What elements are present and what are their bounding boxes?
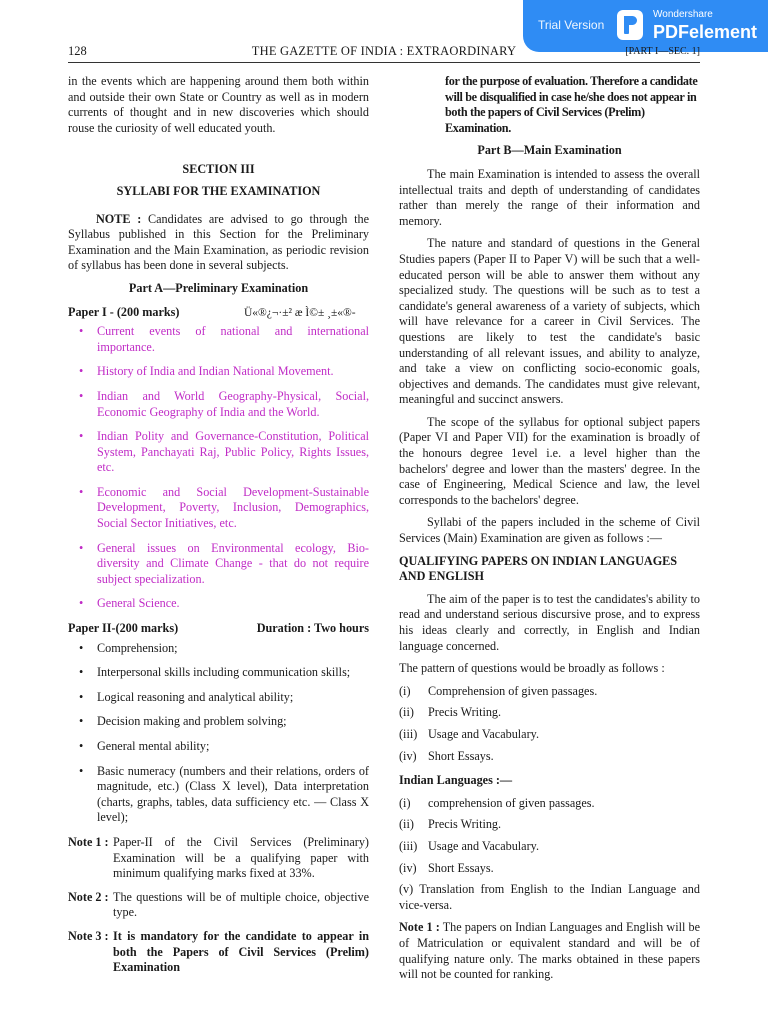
note-text: The questions will be of multiple choice, objective type. (113, 889, 369, 920)
list-item: • Indian Polity and Governance-Constitution, Political System, Panchayati Raj, Public Policy, Rights Issues, etc. (68, 429, 369, 476)
aim-paragraph: The aim of the paper is to test the candidates's ability to read and understand serious discursive prose, and to express his ideas clearly and correctly, in English and Indian language concerned. (399, 591, 700, 653)
gazette-title: THE GAZETTE OF INDIA : EXTRAORDINARY (251, 44, 517, 58)
list-item: • Interpersonal skills including communication skills; (68, 665, 369, 681)
list-item: • General mental ability; (68, 739, 369, 755)
part-section-label: [PART I—SEC. 1] (625, 46, 700, 57)
list-item: (i) Comprehension of given passages. (399, 683, 598, 698)
list-item: (iv) Short Essays. (399, 748, 494, 763)
list-item: (iv) Short Essays. (399, 860, 494, 875)
note-2 (68, 890, 369, 921)
list-item: (iii) Usage and Vacabulary. (399, 726, 539, 741)
brand-label: Wondershare (653, 9, 713, 20)
page-number: 128 (68, 44, 87, 58)
paper1-label: Paper I - (200 marks) (68, 304, 180, 319)
list-item: • Indian and World Geography-Physical, Social, Economic Geography of India and the World. (68, 389, 369, 420)
trial-version-label: Trial Version (538, 18, 605, 32)
list-item: (i) comprehension of given passages. (399, 795, 595, 810)
list-item: • Economic and Social Development-Sustainable Development, Poverty, Inclusion, Demographics, Social Sector Initiatives, etc. (68, 485, 369, 532)
list-item: • Decision making and problem solving; (68, 714, 369, 730)
product-label: PDFelement (653, 22, 758, 42)
pdfelement-logo-icon (617, 10, 643, 40)
paper1-row (68, 305, 369, 321)
left-column (68, 74, 369, 984)
right-column (399, 74, 700, 990)
pattern-paragraph: The pattern of questions would be broadly as follows : (399, 661, 665, 676)
list-item: • Basic numeracy (numbers and their relations, orders of magnitude, etc.) (Class X level), Data interpretation (charts, graphs, tables, data sufficiency etc. — Class X level); (68, 764, 369, 826)
indian-languages-heading: Indian Languages :— (399, 773, 513, 788)
paper2-topic-list (68, 641, 369, 826)
list-item: (ii) Precis Writing. (399, 705, 502, 720)
list-item: • Current events of national and international importance. (68, 324, 369, 355)
note-3 (68, 929, 369, 976)
note-label: Note 2 : (68, 889, 109, 904)
note-paragraph (68, 212, 369, 274)
list-item: • Logical reasoning and analytical ability; (68, 690, 369, 706)
list-item: (ii) Precis Writing. (399, 817, 502, 832)
paper2-label: Paper II-(200 marks) (68, 621, 179, 636)
note-text: Paper-II of the Civil Services (Preliminary) Examination will be a qualifying paper with minimum qualifying marks fixed at 33%. (113, 834, 369, 881)
list-item: • General issues on Environmental ecology, Bio-diversity and Climate Change - that do not require subject specialization. (68, 541, 369, 588)
list-item: • History of India and Indian National Movement. (68, 364, 369, 380)
paper2-row (68, 621, 369, 637)
note-label: Note 1 : (68, 834, 109, 849)
note-label: Note 3 : (68, 928, 109, 943)
note-label: NOTE : (96, 211, 142, 226)
main-exam-paragraph: The main Examination is intended to assess the overall intellectual traits and depth of understanding of candidates rather than merely the range of their information and memory. (399, 166, 700, 228)
paper1-duration-garbled: Ü«®¿¬·±² æ Ì©± ¸±«®- (244, 306, 356, 319)
list-item: • Comprehension; (68, 641, 369, 657)
paper1-topic-list (68, 324, 369, 612)
optional-papers-paragraph: The scope of the syllabus for optional subject papers (Paper VI and Paper VII) for the examination is broadly of the honours degree 1evel i.e. a level higher than the bachelors' degree and lower than the masters' degree. In the case of Engineering, Medical Science and law, the level corresponds to the bachelors' degree. (399, 414, 700, 507)
header-rule (68, 62, 700, 63)
list-item: (iii) Usage and Vacabulary. (399, 838, 539, 853)
page-header (68, 44, 700, 60)
general-studies-paragraph: The nature and standard of questions in the General Studies papers (Paper II to Paper V) will be such that a well-educated person will be able to answer them without any specialized study. The questions will be such as to test a candidate's general awareness of a variety of subjects, which will have relevance for a career in Civil Services. The questions are likely to test the candidate's basic understanding of all relevant issues, and ability to analyze, and take a view on conflicting socio-economic goals, objectives and demands. The candidates must give relevant, meaningful and succinct answers. (399, 236, 700, 407)
continuation-paragraph: for the purpose of evaluation. Therefore a candidate will be disqualified in case he/she does not appear in both the papers of Civil Services (Prelim) Examination. (445, 74, 698, 135)
syllabi-paragraph: Syllabi of the papers included in the scheme of Civil Services (Main) Examination are given as follows :— (399, 515, 700, 546)
part-a-heading: Part A—Preliminary Examination (128, 280, 309, 295)
list-item: • General Science. (68, 596, 369, 612)
paper2-duration: Duration : Two hours (256, 621, 369, 636)
part-b-heading: Part B—Main Examination (477, 143, 622, 158)
note-text: It is mandatory for the candidate to appear in both the Papers of Civil Services (Prelim) Examination (113, 928, 369, 975)
intro-paragraph: in the events which are happening around them both within and outside their own State or Country as well as in modern currents of thought and in new discoveries which should rouse the curiosity of well educated youth. (68, 74, 369, 135)
final-note-text: The papers on Indian Languages and English will be of Matriculation or equivalent standard and will be of qualifying nature only. The marks obtained in these papers will not be counted for ranking. (399, 920, 700, 982)
final-note-paragraph (399, 920, 700, 982)
translation-item: (v) Translation from English to the Indian Language and vice-versa. (399, 882, 700, 912)
section-heading: SECTION III (182, 162, 255, 177)
note-text: Candidates are advised to go through the Syllabus published in this Section for the Preliminary Examination and the Main Examination, as periodic revision of syllabus has been done in several subjects. (68, 211, 369, 273)
syllabi-heading: SYLLABI FOR THE EXAMINATION (116, 183, 321, 198)
final-note-label: Note 1 : (399, 920, 440, 935)
qualifying-heading: QUALIFYING PAPERS ON INDIAN LANGUAGES AND ENGLISH (399, 553, 678, 584)
note-1 (68, 835, 369, 882)
